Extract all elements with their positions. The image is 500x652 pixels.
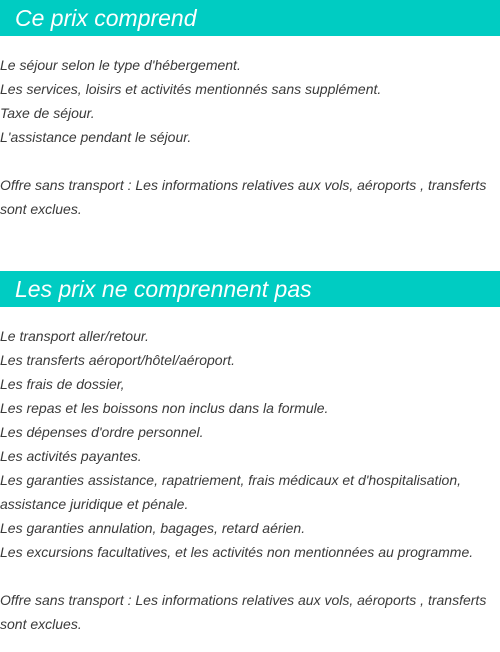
excluded-transport-note: [0, 588, 500, 636]
note-line: Offre sans transport : Les informations relatives aux vols, aéroports , transferts: [0, 177, 487, 193]
included-section-title: Ce prix comprend: [15, 5, 197, 31]
list-item: Les activités payantes.: [0, 448, 142, 464]
list-item: Les frais de dossier,: [0, 376, 125, 392]
list-item: Les garanties annulation, bagages, retard aérien.: [0, 520, 306, 536]
note-line: sont exclues.: [0, 201, 82, 217]
list-item: Les services, loisirs et activités mentionnés sans supplément.: [0, 81, 382, 97]
included-items-list: [0, 53, 500, 149]
list-item: Le transport aller/retour.: [0, 328, 149, 344]
included-section-header: [0, 0, 500, 36]
list-item: assistance juridique et pénale.: [0, 496, 189, 512]
list-item: Les transferts aéroport/hôtel/aéroport.: [0, 352, 236, 368]
excluded-items-list: [0, 324, 500, 564]
list-item: Les dépenses d'ordre personnel.: [0, 424, 204, 440]
list-item: Les garanties assistance, rapatriement, frais médicaux et d'hospitalisation,: [0, 472, 462, 488]
list-item: Les repas et les boissons non inclus dans la formule.: [0, 400, 329, 416]
list-item: Le séjour selon le type d'hébergement.: [0, 57, 241, 73]
list-item: L'assistance pendant le séjour.: [0, 129, 192, 145]
included-transport-note: [0, 173, 500, 221]
note-line: Offre sans transport : Les informations relatives aux vols, aéroports , transferts: [0, 592, 487, 608]
note-line: sont exclues.: [0, 616, 82, 632]
excluded-section-title: Les prix ne comprennent pas: [15, 276, 312, 302]
excluded-section-header: [0, 271, 500, 307]
list-item: Taxe de séjour.: [0, 105, 95, 121]
list-item: Les excursions facultatives, et les activités non mentionnées au programme.: [0, 544, 474, 560]
